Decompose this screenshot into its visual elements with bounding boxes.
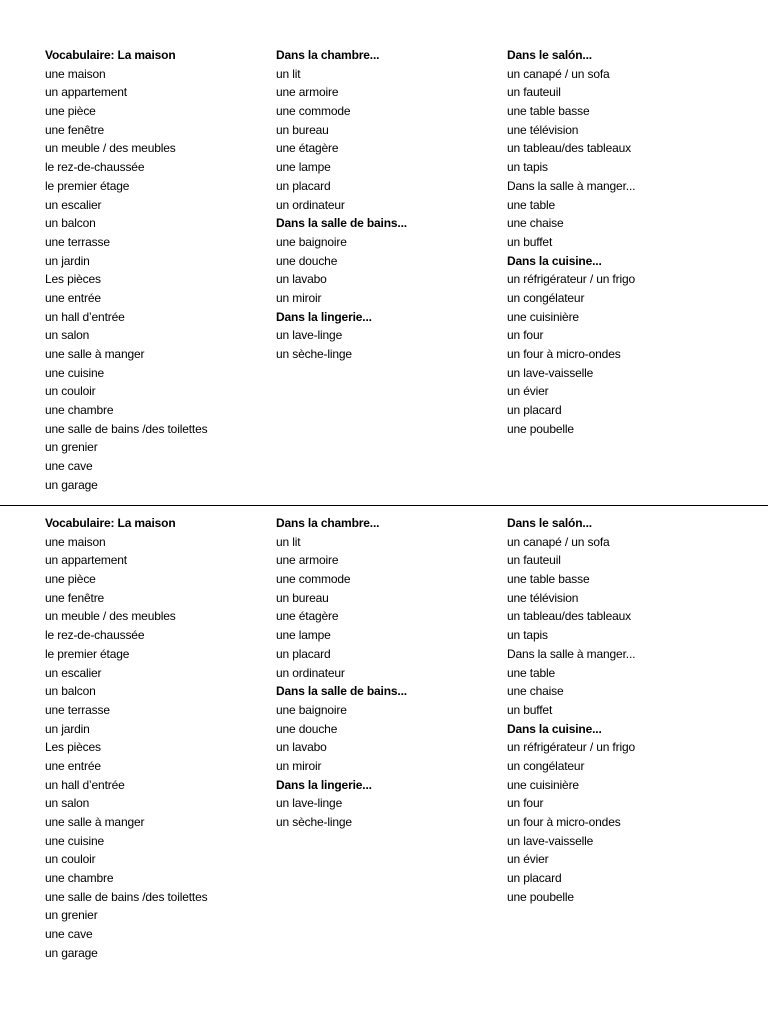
vocabulary-item: un congélateur (507, 758, 585, 773)
vocabulary-item: un congélateur (507, 290, 585, 305)
vocabulary-item: une commode (276, 104, 351, 119)
vocabulary-item: un tableau/des tableaux (507, 141, 631, 156)
vocabulary-item: une poubelle (507, 421, 574, 436)
vocabulary-item: un placard (276, 178, 331, 193)
section-heading: Dans la lingerie... (276, 777, 372, 792)
vocabulary-item: une chaise (507, 684, 564, 699)
vocabulary-item: une baignoire (276, 234, 347, 249)
section-heading: Dans la lingerie... (276, 309, 372, 324)
vocabulary-item: un miroir (276, 758, 322, 773)
vocabulary-item: une commode (276, 572, 351, 587)
vocabulary-item: une pièce (45, 572, 96, 587)
column-bedroom-bathroom (276, 46, 407, 364)
vocabulary-item: un grenier (45, 440, 98, 455)
vocabulary-item: un four (507, 796, 544, 811)
vocabulary-item: un tableau/des tableaux (507, 609, 631, 624)
vocabulary-item: une cuisinière (507, 309, 579, 324)
vocabulary-item: Les pièces (45, 740, 101, 755)
vocabulary-item: un tapis (507, 160, 548, 175)
section-heading: Vocabulaire: La maison (45, 48, 176, 62)
vocabulary-item: un évier (507, 384, 549, 399)
vocabulary-item: un escalier (45, 665, 102, 680)
vocabulary-item: un meuble / des meubles (45, 141, 176, 156)
vocabulary-item: une terrasse (45, 234, 110, 249)
vocabulary-item: une étagère (276, 141, 339, 156)
vocabulary-item: une table (507, 197, 556, 212)
vocabulary-item: une armoire (276, 553, 339, 568)
vocabulary-item: une douche (276, 253, 338, 268)
vocabulary-item: un placard (507, 871, 562, 886)
vocabulary-item: un salon (45, 328, 90, 343)
section-heading: Dans la salle de bains... (276, 216, 407, 231)
vocabulary-item: une télévision (507, 122, 579, 137)
section-heading: Dans le salón... (507, 516, 592, 530)
vocabulary-item: un ordinateur (276, 665, 345, 680)
vocabulary-item: une table basse (507, 104, 590, 119)
vocabulary-item: une terrasse (45, 702, 110, 717)
column-house-general (45, 46, 208, 495)
vocabulary-item: un lave-vaisselle (507, 833, 594, 848)
vocabulary-item: une lampe (276, 628, 331, 643)
vocabulary-item: un sèche-linge (276, 347, 352, 361)
vocabulary-item: une entrée (45, 758, 101, 773)
vocabulary-item: une table (507, 665, 556, 680)
vocabulary-item: un évier (507, 852, 549, 867)
vocabulary-item: un placard (507, 403, 562, 418)
vocabulary-item: un tapis (507, 628, 548, 643)
vocabulary-item: une salle de bains /des toilettes (45, 421, 208, 436)
vocabulary-item: une entrée (45, 290, 101, 305)
vocabulary-item: un couloir (45, 852, 96, 867)
vocabulary-item: un lavabo (276, 740, 327, 755)
section-heading: Dans le salón... (507, 48, 592, 62)
vocabulary-item: un fauteuil (507, 553, 561, 568)
vocabulary-item: un lave-linge (276, 328, 343, 343)
section-heading: Dans la salle de bains... (276, 684, 407, 699)
vocabulary-item: un lave-linge (276, 796, 343, 811)
vocabulary-item: un réfrigérateur / un frigo (507, 740, 636, 755)
vocabulary-item: une poubelle (507, 889, 574, 904)
vocabulary-item: un escalier (45, 197, 102, 212)
vocabulary-item: une étagère (276, 609, 339, 624)
vocabulary-item: une table basse (507, 572, 590, 587)
vocabulary-item: une cuisinière (507, 777, 579, 792)
vocabulary-item: un canapé / un sofa (507, 66, 610, 81)
vocabulary-item: un canapé / un sofa (507, 534, 610, 549)
vocabulary-item: un balcon (45, 216, 96, 231)
vocabulary-item: un four (507, 328, 544, 343)
vocabulary-item: le rez-de-chaussée (45, 628, 145, 643)
vocabulary-item: un jardin (45, 253, 90, 268)
vocabulary-item: un garage (45, 477, 98, 492)
vocabulary-item: une cave (45, 459, 93, 474)
vocabulary-item: un salon (45, 796, 90, 811)
section-heading: Vocabulaire: La maison (45, 516, 176, 530)
column-living-kitchen (507, 514, 635, 906)
vocabulary-item: un lavabo (276, 272, 327, 287)
vocabulary-item: un appartement (45, 553, 127, 568)
vocabulary-item: un lit (276, 534, 301, 549)
vocabulary-item: une chaise (507, 216, 564, 231)
vocabulary-item: un meuble / des meubles (45, 609, 176, 624)
vocabulary-item: un balcon (45, 684, 96, 699)
vocabulary-item: une maison (45, 534, 106, 549)
vocabulary-item: un réfrigérateur / un frigo (507, 272, 636, 287)
vocabulary-item: un bureau (276, 590, 329, 605)
vocabulary-item: une cuisine (45, 833, 105, 848)
cut-line-divider (0, 505, 768, 506)
column-bedroom-bathroom (276, 514, 407, 832)
vocabulary-item: Les pièces (45, 272, 101, 287)
section-heading: Dans la chambre... (276, 516, 380, 530)
vocabulary-item: un hall d’entrée (45, 309, 125, 324)
vocabulary-item: une lampe (276, 160, 331, 175)
vocabulary-item: une armoire (276, 85, 339, 100)
vocabulary-item: une maison (45, 66, 106, 81)
vocabulary-item: un fauteuil (507, 85, 561, 100)
vocabulary-item: un miroir (276, 290, 322, 305)
vocabulary-item: un hall d’entrée (45, 777, 125, 792)
vocabulary-item: un appartement (45, 85, 127, 100)
vocabulary-item: une chambre (45, 403, 114, 418)
vocabulary-item: une pièce (45, 104, 96, 119)
section-heading: Dans la cuisine... (507, 253, 602, 268)
vocabulary-item: une salle de bains /des toilettes (45, 889, 208, 904)
vocabulary-item: un four à micro-ondes (507, 347, 621, 361)
vocabulary-item: le rez-de-chaussée (45, 160, 145, 175)
vocabulary-item: une salle à manger (45, 815, 145, 829)
vocabulary-item: une chambre (45, 871, 114, 886)
vocabulary-item: une douche (276, 721, 338, 736)
section-heading: Dans la chambre... (276, 48, 380, 62)
vocabulary-item: une fenêtre (45, 590, 105, 605)
vocabulary-item: un buffet (507, 234, 553, 249)
column-living-kitchen (507, 46, 635, 438)
vocabulary-item: le premier étage (45, 646, 130, 661)
vocabulary-item: un ordinateur (276, 197, 345, 212)
vocabulary-item: un grenier (45, 908, 98, 923)
vocabulary-item: une baignoire (276, 702, 347, 717)
vocabulary-item: une cuisine (45, 365, 105, 380)
column-house-general (45, 514, 208, 963)
vocabulary-item: un placard (276, 646, 331, 661)
vocabulary-item: une salle à manger (45, 347, 145, 361)
vocabulary-item: Dans la salle à manger... (507, 178, 636, 193)
vocabulary-item: un four à micro-ondes (507, 815, 621, 829)
vocabulary-item: une télévision (507, 590, 579, 605)
vocabulary-item: un couloir (45, 384, 96, 399)
vocabulary-item: un sèche-linge (276, 815, 352, 829)
section-heading: Dans la cuisine... (507, 721, 602, 736)
vocabulary-item: un bureau (276, 122, 329, 137)
vocabulary-item: un lave-vaisselle (507, 365, 594, 380)
vocabulary-item: Dans la salle à manger... (507, 646, 636, 661)
vocabulary-item: un lit (276, 66, 301, 81)
vocabulary-item: une fenêtre (45, 122, 105, 137)
vocabulary-item: un jardin (45, 721, 90, 736)
vocabulary-item: une cave (45, 927, 93, 942)
vocabulary-item: un garage (45, 945, 98, 960)
vocabulary-item: un buffet (507, 702, 553, 717)
vocabulary-item: le premier étage (45, 178, 130, 193)
